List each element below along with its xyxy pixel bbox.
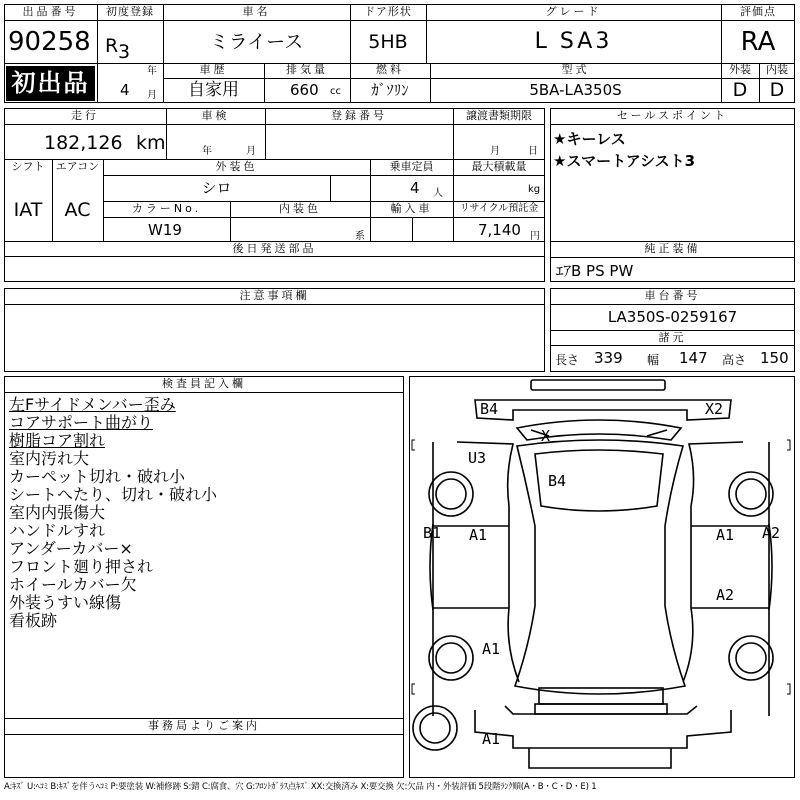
grade-label: グレード [545, 5, 602, 18]
plate-label: 登録番号 [331, 109, 387, 122]
max-load-unit: kg [528, 184, 541, 195]
width-label: 幅 [647, 353, 660, 367]
inspector-item: 外装うすい線傷 [9, 593, 122, 612]
inspector-item: フロント廻り押され [9, 557, 154, 576]
later-parts-label: 後日発送部品 [232, 242, 317, 255]
transfer-day-unit: 日 [528, 146, 538, 157]
transfer-month-unit: 月 [490, 146, 500, 157]
recycle-deposit-label: リサイクル預託金 [459, 203, 539, 214]
registration-month-unit: 月 [147, 90, 157, 101]
first-registration-label: 初度登録 [106, 5, 154, 18]
damage-mark: B4 [480, 400, 499, 418]
length-label: 長さ [555, 353, 580, 367]
damage-mark: A2 [762, 524, 781, 542]
inspector-label: 検査員記入欄 [162, 377, 246, 390]
score: RA [740, 27, 776, 57]
capacity-unit: 人 [433, 188, 443, 199]
capacity-label: 乗車定員 [389, 160, 434, 173]
ac-label: エアコン [55, 160, 100, 173]
inspector-item: 看板跡 [9, 611, 58, 630]
registration-year: 3 [118, 41, 131, 63]
interior-color-label: 内装色 [279, 202, 321, 215]
car-diagram [409, 376, 795, 778]
max-load-label: 最大積載量 [471, 160, 527, 173]
model-label: 型式 [561, 63, 590, 76]
specs-label: 諸元 [658, 331, 687, 344]
inspector-item: アンダーカバー× [9, 539, 133, 558]
inspection-label: 車検 [201, 109, 230, 122]
displacement: 660 [290, 81, 319, 99]
lot-number-label: 出品番号 [22, 5, 79, 18]
damage-legend: A:ｷｽﾞ U:ﾍｺﾐ B:ｷｽﾞを伴うﾍｺﾐ P:要塗装 W:補修跡 S:錆 C:腐食、穴 G:ﾌﾛﾝﾄｶﾞﾗｽ点ｷｽﾞ XX:交換済み X:要交換 欠:欠品 内・外装評価 5段階ﾗﾝｸ順(A・B・C・D・E) 1 [4, 782, 597, 792]
inspector-item: シートへたり、切れ・破れ小 [9, 485, 218, 504]
score-label: 評価点 [740, 5, 776, 18]
recycle-deposit-unit: 円 [530, 231, 540, 242]
equipment-value: ｴｱB PS PW [556, 262, 634, 280]
mileage: 182,126 [44, 132, 123, 154]
inspector-item: コアサポート曲がり [9, 413, 154, 432]
car-name-label: 車名 [242, 5, 271, 18]
length-value: 339 [594, 349, 623, 367]
damage-mark: X2 [705, 400, 724, 418]
registration-year-unit: 年 [147, 66, 157, 77]
inspector-item: カーペット切れ・破れ小 [9, 467, 186, 486]
equipment-label: 純正装備 [644, 242, 701, 255]
history-label: 車歴 [199, 63, 228, 76]
shift-label: シフト [11, 160, 45, 173]
inspection-month-unit: 月 [246, 146, 256, 157]
interior-color-unit: 系 [355, 231, 365, 242]
sales-point-smart-assist: ★スマートアシスト3 [553, 152, 696, 170]
damage-mark: A1 [716, 526, 735, 544]
model-code: 5BA-LA350S [529, 81, 622, 99]
displacement-label: 排気量 [286, 63, 328, 76]
fuel-label: 燃料 [376, 63, 404, 76]
car-name: ミライース [209, 31, 304, 53]
damage-mark: U3 [468, 449, 487, 467]
recycle-deposit: 7,140 [478, 221, 521, 239]
inspector-item: ハンドルすれ [9, 521, 106, 540]
mileage-label: 走行 [71, 109, 99, 122]
damage-mark: A1 [469, 526, 488, 544]
shift: IAT [13, 199, 43, 221]
sales-points-label: セールスポイント [616, 109, 728, 122]
capacity: 4 [410, 179, 420, 197]
color-number: W19 [148, 221, 182, 239]
inspector-item: 室内内張傷大 [9, 503, 106, 522]
door-type-label: ドア形状 [364, 5, 412, 18]
import-label: 輸入車 [390, 202, 433, 215]
interior-score: D [769, 79, 785, 101]
chassis-number-label: 車台番号 [644, 289, 701, 302]
grade: L SA3 [534, 30, 613, 54]
car-history: 自家用 [188, 80, 239, 100]
width-value: 147 [679, 349, 708, 367]
inspector-item: 樹脂コア割れ [9, 431, 106, 450]
damage-mark: X [541, 427, 551, 445]
registration-era: R [105, 35, 119, 57]
lot-number: 90258 [8, 27, 91, 57]
notes-label: 注意事項欄 [239, 289, 310, 302]
damage-mark: A1 [482, 730, 501, 748]
displacement-unit: cc [330, 86, 341, 97]
inspection-year-unit: 年 [202, 146, 212, 157]
damage-mark: B4 [548, 472, 567, 490]
first-listing-badge: 初出品 [6, 66, 95, 101]
fuel: ｶﾞｿﾘﾝ [371, 81, 409, 99]
color-no-label: カラーNo. [131, 202, 202, 215]
height-label: 高さ [722, 353, 747, 367]
exterior-label: 外装 [729, 63, 751, 76]
air-conditioner: AC [64, 199, 91, 221]
damage-mark: A1 [482, 640, 501, 658]
sales-point-keyless: ★キーレス [553, 130, 626, 148]
exterior-color-label: 外装色 [215, 160, 258, 173]
damage-mark: A2 [716, 586, 735, 604]
exterior-score: D [732, 79, 748, 101]
damage-mark: B1 [423, 524, 442, 542]
height-value: 150 [760, 349, 789, 367]
registration-month: 4 [120, 81, 130, 99]
exterior-color: シロ [201, 179, 232, 197]
door-type: 5HB [368, 31, 408, 53]
chassis-number: LA350S-0259167 [607, 308, 738, 326]
office-guide-label: 事務局よりご案内 [148, 719, 260, 732]
inspector-item: 室内汚れ大 [9, 449, 90, 468]
interior-label: 内装 [766, 63, 788, 76]
mileage-unit: km [136, 132, 166, 154]
inspector-item: ホイールカバー欠 [9, 575, 137, 594]
transfer-doc-label: 譲渡書類期限 [466, 109, 532, 122]
inspector-item: 左Fサイドメンバー歪み [9, 395, 176, 414]
